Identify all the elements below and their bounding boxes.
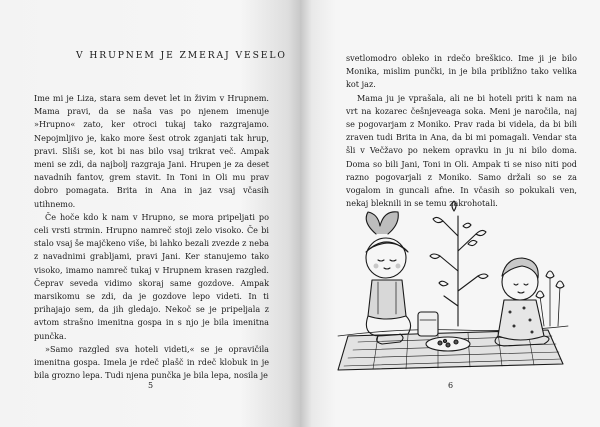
- right-page: [300, 0, 600, 427]
- chapter-title: V HRUPNEM JE ZMERAJ VESELO: [76, 50, 287, 61]
- right-body-text: [346, 52, 577, 210]
- paragraph: »Samo razgled sva hoteli videti,« se je opravičila imenitna gospa. Imela je rdeč plašč in rdeč klobuk in je bila grozno lepa. Tudi njena punčka je bila lepa, nosila je: [34, 343, 269, 381]
- page-number-left: 5: [148, 381, 154, 390]
- paragraph: svetlomodro obleko in rdečo breškico. Ime ji je bilo Monika, mislim punčki, in je bila približno tako velika kot jaz.: [346, 53, 577, 90]
- two-girls-picnic-icon: [318, 196, 578, 376]
- paragraph: Ime mi je Liza, stara sem devet let in živim v Hrupnem. Mama pravi, da se naša vas po njenem imenuje »Hrupno« zato, ker otroci tukaj tako razgrajamo. Nepojmljivo je, kako more šest otrok zganjati tak hrup, pravi. Sliši se, kot bi nas bilo vsaj trikrat več. Ampak meni se zdi, da najbolj razgraja Jani. Hrupen je za deset navadnih fantov, grem stavit. In Toni in Oli mu prav dobro pomagata. Brita in Ana in jaz vsaj včasih utihnemo.: [34, 93, 269, 209]
- left-body-text: [34, 92, 269, 382]
- paragraph: Mama ju je vprašala, ali ne bi hoteli priti k nam na vrt na kozarec češnjeveaga soka. Meni je naročila, naj se pogovarjam z Moniko. Prav rada bi videla, da bi bili zraven tudi Brita in Ana, da bi mi pomagali. Vendar sta šli v Večžavo po nekem opravku in ju ni bilo doma. Doma so bili Jani, Toni in Oli. Ampak ti se niso niti pod razno pogovarjali z Moniko. Samo držali so se za vogalom in guncali afne. In včasih so pokukali ven, nekaj bleknili in se temu zakrohotali.: [346, 92, 577, 209]
- paragraph: Če hoče kdo k nam v Hrupno, se mora pripeljati po celi vrsti strmin. Hrupno namreč stoji zelo visoko. Če bi stalo vsaj še majčkeno više, bi lahko bezali zvezde z neba z navadnimi grabljami, pravi Jani. Ker stanujemo tako visoko, imamo namreč tukaj v Hrupnem krasen razgled. Čeprav seveda vidimo skoraj same gozdove. Ampak marsikomu se zdi, da je gozdove lepo videti. In ti prihajajo sem, da jih gledajo. Nekoč se je pripeljala z avtom strašno imenitna gospa in s njo je bila imenitna punčka.: [34, 211, 269, 341]
- page-number-right: 6: [448, 381, 454, 390]
